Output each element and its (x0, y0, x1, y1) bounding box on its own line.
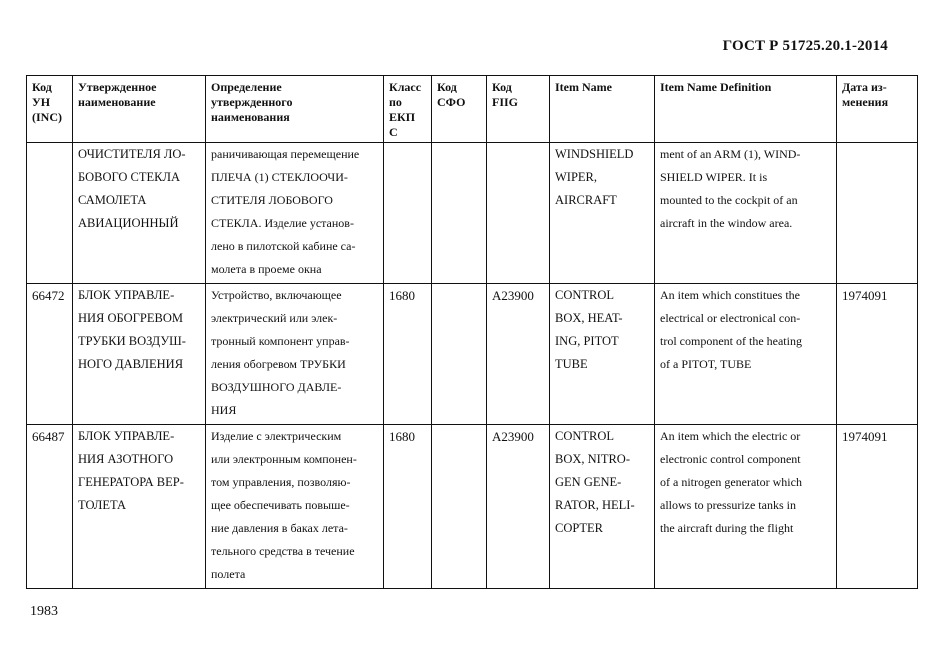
header-label-line: С (389, 125, 398, 139)
cell-text-line: COPTER (555, 521, 603, 535)
col-definition-header (206, 76, 384, 143)
cell-text-line: ПЛЕЧА (1) СТЕКЛООЧИ- (211, 170, 348, 184)
header-label-line: Код (437, 80, 457, 94)
definition-cell (206, 425, 384, 589)
header-label-line: Код (32, 80, 52, 94)
cell-text-line: том управления, позволяю- (211, 475, 351, 489)
cell-text-line: НИЯ (211, 403, 237, 417)
cell-text-line: САМОЛЕТА (78, 193, 147, 207)
header-label-line: Item Name (555, 80, 612, 94)
approved-name-cell (73, 425, 206, 589)
item-name-cell (550, 143, 655, 284)
cell-text-line: НИЯ ОБОГРЕВОМ (78, 311, 183, 325)
cell-text-line: Изделие с электрическим (211, 429, 342, 443)
table-row (27, 143, 918, 284)
fiig-cell (487, 143, 550, 284)
item-name-cell (550, 425, 655, 589)
definition-cell (206, 284, 384, 425)
header-label-line: Утвержденное (78, 80, 157, 94)
approved-name-cell (73, 284, 206, 425)
cell-text-line: или электронным компонен- (211, 452, 357, 466)
item-name-cell (550, 284, 655, 425)
approved-name-cell (73, 143, 206, 284)
col-class-ekps-header (384, 76, 432, 143)
cell-text-line: An item which the electric or (660, 429, 801, 443)
change-date-cell (837, 143, 918, 284)
cell-text-line: СТИТЕЛЯ ЛОБОВОГО (211, 193, 333, 207)
cell-text: 1680 (389, 288, 415, 303)
cell-text-line: SHIELD WIPER. It is (660, 170, 768, 184)
cell-text-line: СТЕКЛА. Изделие установ- (211, 216, 354, 230)
cell-text-line: ОЧИСТИТЕЛЯ ЛО- (78, 147, 186, 161)
item-definition-cell (655, 143, 837, 284)
cell-text-line: CONTROL (555, 429, 615, 443)
cell-text-line: electrical or electronical con- (660, 311, 801, 325)
cell-text-line: BOX, NITRO- (555, 452, 630, 466)
cell-text: 1974091 (842, 429, 888, 444)
fiig-cell (487, 425, 550, 589)
header-label-line: менения (842, 95, 889, 109)
cell-text-line: WINDSHIELD (555, 147, 634, 161)
col-change-date-header (837, 76, 918, 143)
header-label-line: СФО (437, 95, 466, 109)
sfo-cell (432, 284, 487, 425)
header-label-line: ЕКП (389, 110, 416, 124)
cell-text-line: WIPER, (555, 170, 598, 184)
header-label-line: Дата из- (842, 80, 887, 94)
cell-text-line: АВИАЦИОННЫЙ (78, 216, 179, 230)
cell-text-line: Устройство, включающее (211, 288, 342, 302)
item-definition-cell (655, 284, 837, 425)
header-label-line: Item Name Definition (660, 80, 772, 94)
col-approved-name-header (73, 76, 206, 143)
sfo-cell (432, 143, 487, 284)
fiig-cell (487, 284, 550, 425)
cell-text-line: CONTROL (555, 288, 615, 302)
cell-text-line: of a PITOT, TUBE (660, 357, 752, 371)
cell-text-line: ления обогревом ТРУБКИ (211, 357, 346, 371)
cell-text-line: БОВОГО СТЕКЛА (78, 170, 181, 184)
cell-text-line: ВОЗДУШНОГО ДАВЛЕ- (211, 380, 342, 394)
class-ekps-cell (384, 143, 432, 284)
cell-text-line: aircraft in the window area. (660, 216, 793, 230)
cell-text-line: ГЕНЕРАТОРА ВЕР- (78, 475, 184, 489)
cell-text-line: раничивающая перемещение (211, 147, 360, 161)
sfo-cell (432, 425, 487, 589)
cell-text-line: лено в пилотской кабине са- (211, 239, 356, 253)
header-label-line: утвержденного (211, 95, 293, 109)
cell-text: 66472 (32, 288, 65, 303)
cell-text-line: TUBE (555, 357, 588, 371)
cell-text-line: полета (211, 567, 246, 581)
cell-text-line: НОГО ДАВЛЕНИЯ (78, 357, 184, 371)
cell-text-line: ING, PITOT (555, 334, 619, 348)
header-label-line: (INC) (32, 110, 62, 124)
header-label-line: по (389, 95, 402, 109)
cell-text-line: тельного средства в течение (211, 544, 355, 558)
cell-text-line: AIRCRAFT (555, 193, 617, 207)
cell-text-line: RATOR, HELI- (555, 498, 635, 512)
cell-text-line: ТРУБКИ ВОЗДУШ- (78, 334, 186, 348)
cell-text-line: тронный компонент управ- (211, 334, 350, 348)
header-label-line: наименования (211, 110, 290, 124)
cell-text-line: the aircraft during the flight (660, 521, 794, 535)
cell-text-line: ment of an ARM (1), WIND- (660, 147, 801, 161)
cell-text-line: НИЯ АЗОТНОГО (78, 452, 174, 466)
header-label-line: наименование (78, 95, 156, 109)
cell-text-line: БЛОК УПРАВЛЕ- (78, 288, 175, 302)
cell-text: 66487 (32, 429, 65, 444)
col-item-definition-header (655, 76, 837, 143)
table-body (27, 143, 918, 589)
table-header-row (27, 76, 918, 143)
col-item-name-header (550, 76, 655, 143)
header-label-line: Класс (389, 80, 422, 94)
header-label-line: Код (492, 80, 512, 94)
cell-text: A23900 (492, 429, 534, 444)
cell-text-line: BOX, HEAT- (555, 311, 623, 325)
inc-cell (27, 284, 73, 425)
cell-text-line: молета в проеме окна (211, 262, 322, 276)
cell-text-line: trol component of the heating (660, 334, 802, 348)
header-label-line: FIIG (492, 95, 519, 109)
document-standard-title: ГОСТ Р 51725.20.1-2014 (722, 38, 888, 54)
class-ekps-cell (384, 284, 432, 425)
inc-cell (27, 143, 73, 284)
cell-text-line: allows to pressurize tanks in (660, 498, 796, 512)
cell-text-line: of a nitrogen generator which (660, 475, 802, 489)
cell-text-line: БЛОК УПРАВЛЕ- (78, 429, 175, 443)
col-sfo-header (432, 76, 487, 143)
cell-text-line: ТОЛЕТА (78, 498, 127, 512)
item-definition-cell (655, 425, 837, 589)
change-date-cell (837, 284, 918, 425)
cell-text-line: An item which constitues the (660, 288, 800, 302)
cell-text: 1680 (389, 429, 415, 444)
definition-cell (206, 143, 384, 284)
cell-text-line: ние давления в баках лета- (211, 521, 348, 535)
col-inc-header (27, 76, 73, 143)
header-label-line: Определение (211, 80, 282, 94)
change-date-cell (837, 425, 918, 589)
cell-text-line: electronic control component (660, 452, 801, 466)
col-fiig-header (487, 76, 550, 143)
cell-text-line: mounted to the cockpit of an (660, 193, 798, 207)
nomenclature-table (26, 75, 918, 589)
cell-text-line: GEN GENE- (555, 475, 622, 489)
class-ekps-cell (384, 425, 432, 589)
cell-text-line: электрический или элек- (211, 311, 338, 325)
table-row (27, 284, 918, 425)
table-row (27, 425, 918, 589)
cell-text-line: щее обеспечивать повыше- (211, 498, 350, 512)
cell-text: 1974091 (842, 288, 888, 303)
page-number: 1983 (30, 604, 58, 619)
cell-text: A23900 (492, 288, 534, 303)
inc-cell (27, 425, 73, 589)
header-label-line: УН (32, 95, 51, 109)
